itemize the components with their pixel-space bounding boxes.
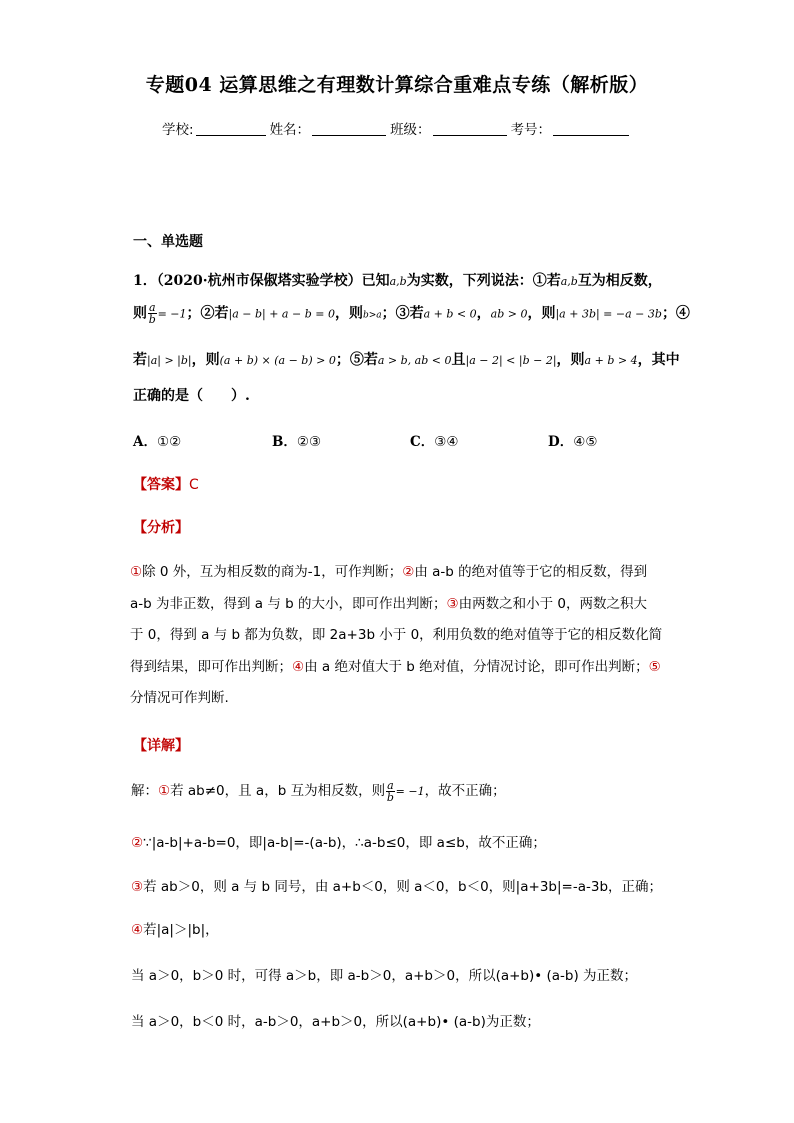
question-line-1: 1．（2020·杭州市保俶塔实验学校）已知a,b为实数，下列说法：①若a,b互为相反数， — [133, 273, 662, 289]
question-line-2: 则 $\frac{a}{b}$ = −1；②若|a − b| + a − b = 0，则b>a；③若a + b < 0，ab > 0，则|a + 3b| = −a − 3b；④ — [133, 301, 690, 326]
option-c[interactable]: C．③④ — [410, 434, 459, 450]
detail-line-1: 解：①若 ab≠0，且 a，b 互为相反数，则 $\frac{a}{b}$ = −1，故不正确； — [131, 778, 506, 804]
question-line-3: 若|a| > |b|，则(a + b) × (a − b) > 0；⑤若a > b, ab < 0且|a − 2| < |b − 2|，则a + b > 4，其中 — [133, 352, 680, 368]
student-info-fields — [162, 118, 633, 138]
answer-line — [133, 474, 199, 494]
analysis-text — [130, 557, 678, 715]
detail-line-4: ④若|a|＞|b|， — [131, 922, 219, 938]
detail-line-2: ②∵|a-b|+a-b=0，即|a-b|=-(a-b)，∴a-b≤0，即 a≤b，故不正确； — [131, 835, 546, 851]
page-title: 专题04 运算思维之有理数计算综合重难点专练（解析版） — [145, 74, 649, 96]
name-blank — [312, 121, 386, 136]
name-label: 姓名： — [269, 122, 311, 138]
detail-line-5: 当 a＞0，b＞0 时，可得 a＞b，即 a-b＞0，a+b＞0，所以(a+b)• (a-b) 为正数； — [131, 968, 638, 984]
class-blank — [433, 121, 507, 136]
fraction-a-over-b: $\frac{a}{b}$ — [148, 301, 156, 326]
option-b[interactable]: B．②③ — [272, 434, 322, 450]
analysis-line: 分情况可作判断. — [130, 690, 229, 707]
school-label: 学校: — [162, 122, 194, 138]
detail-tag: 【详解】 — [133, 738, 189, 754]
analysis-line: a-b 为非正数，得到 a 与 b 的大小，即可作出判断；③由两数之和小于 0，两数之积大 — [130, 595, 648, 612]
option-a[interactable]: A．①② — [133, 434, 182, 450]
exam-number-blank — [553, 121, 629, 136]
answer-tag: 【答案】 — [133, 477, 189, 493]
option-d[interactable]: D．④⑤ — [548, 434, 598, 450]
analysis-line: ①除 0 外，互为相反数的商为-1，可作判断；②由 a-b 的绝对值等于它的相反数，得到 — [130, 564, 648, 580]
section-heading: 一、单选题 — [133, 234, 203, 250]
school-blank — [196, 121, 266, 136]
detail-line-3: ③若 ab＞0，则 a 与 b 同号，由 a+b＜0，则 a＜0，b＜0，则|a+3b|=-a-3b，正确； — [131, 879, 663, 895]
analysis-line: 于 0，得到 a 与 b 都为负数，即 2a+3b 小于 0，利用负数的绝对值等于它的相反数化简 — [130, 627, 663, 644]
answer-value: C — [189, 477, 199, 493]
fraction-a-over-b: $\frac{a}{b}$ — [386, 778, 394, 804]
analysis-line: 得到结果，即可作出判断；④由 a 绝对值大于 b 绝对值，分情况讨论，即可作出判断；⑤ — [130, 658, 661, 675]
class-label: 班级： — [390, 122, 431, 138]
analysis-tag: 【分析】 — [133, 520, 189, 536]
exam-number-label: 考号： — [510, 122, 552, 138]
question-line-4: 正确的是（ ）. — [133, 388, 250, 404]
detail-line-6: 当 a＞0，b＜0 时，a-b＞0，a+b＞0，所以(a+b)• (a-b)为正数； — [131, 1014, 540, 1030]
